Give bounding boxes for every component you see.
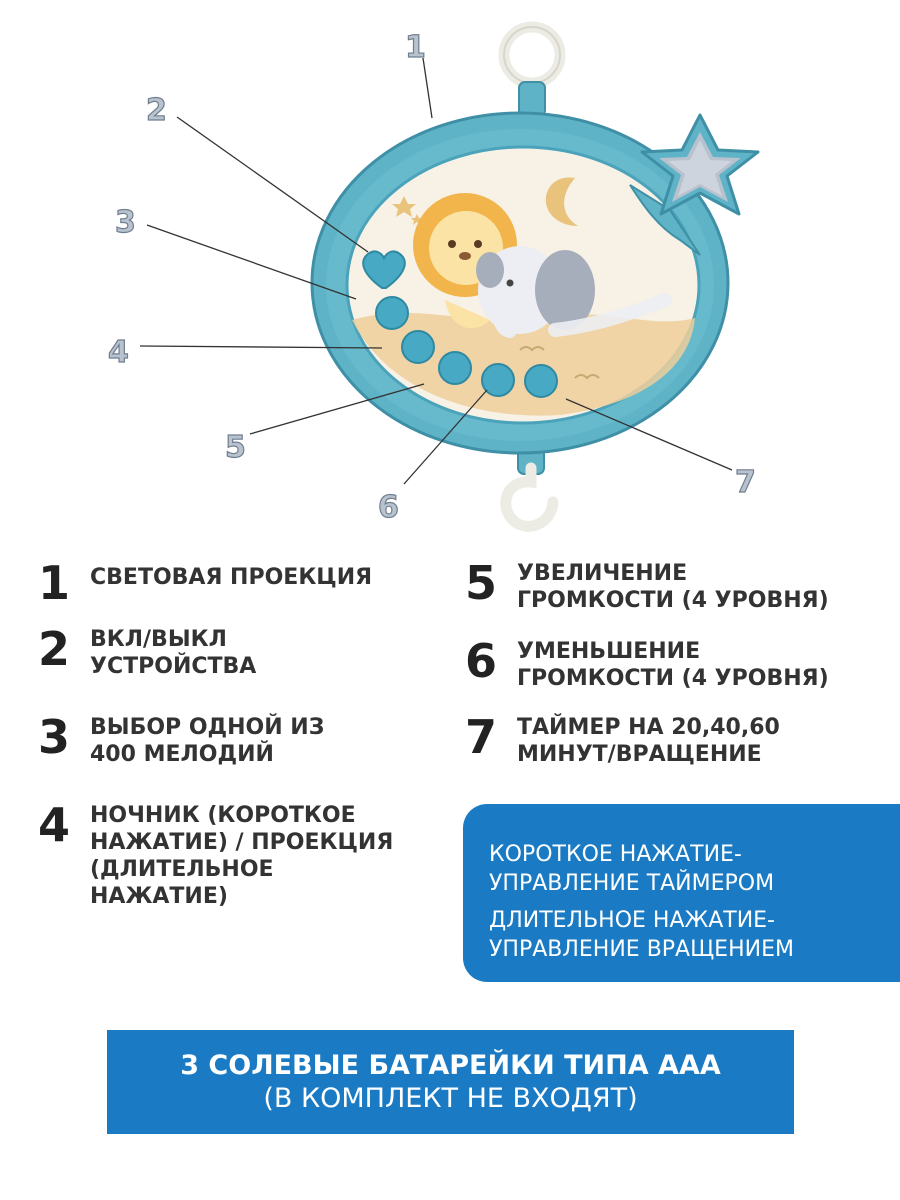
legend-number: 2 [38, 622, 71, 676]
legend-text: СВЕТОВАЯ ПРОЕКЦИЯ [90, 565, 373, 590]
melody-button [376, 297, 408, 329]
callout-1: 1 [405, 30, 426, 65]
legend-item-3 [38, 710, 325, 768]
battery-subtitle: (В КОМПЛЕКТ НЕ ВХОДЯТ) [263, 1083, 638, 1114]
legend-item-4 [38, 798, 394, 910]
legend-text: ВКЛ/ВЫКЛ УСТРОЙСТВА [90, 627, 257, 679]
legend-text: УМЕНЬШЕНИЕ ГРОМКОСТИ (4 УРОВНЯ) [517, 639, 829, 691]
legend-text: ВЫБОР ОДНОЙ ИЗ 400 МЕЛОДИЙ [90, 715, 325, 767]
legend-number: 3 [38, 710, 71, 764]
callout-6: 6 [378, 490, 399, 525]
callout-4: 4 [108, 335, 129, 370]
legend-number: 5 [465, 556, 498, 610]
top-hook [504, 27, 560, 116]
legend-item-1 [38, 556, 373, 610]
legend-number: 7 [465, 710, 498, 764]
timer-info-box [463, 804, 900, 982]
callout-2: 2 [146, 93, 167, 128]
legend-text: ТАЙМЕР НА 20,40,60 МИНУТ/ВРАЩЕНИЕ [517, 715, 780, 767]
info-line: ДЛИТЕЛЬНОЕ НАЖАТИЕ- [489, 908, 775, 933]
info-line: УПРАВЛЕНИЕ ТАЙМЕРОМ [489, 871, 775, 896]
legend-item-2 [38, 622, 257, 680]
info-line: УПРАВЛЕНИЕ ВРАЩЕНИЕМ [489, 937, 794, 962]
battery-title: 3 СОЛЕВЫЕ БАТАРЕЙКИ ТИПА ААА [180, 1050, 721, 1081]
legend-text: НОЧНИК (КОРОТКОЕ НАЖАТИЕ) / ПРОЕКЦИЯ (ДЛИТЕЛЬНОЕ НАЖАТИЕ) [90, 803, 394, 909]
timer-button [525, 365, 557, 397]
legend-text: УВЕЛИЧЕНИЕ ГРОМКОСТИ (4 УРОВНЯ) [517, 561, 829, 613]
legend-number: 1 [38, 556, 71, 610]
device-illustration [0, 0, 900, 540]
battery-banner [107, 1030, 794, 1134]
legend-item-7 [465, 710, 780, 768]
volume-up-button [439, 352, 471, 384]
callout-7: 7 [735, 465, 756, 500]
legend-item-6 [465, 634, 829, 692]
legend-number: 6 [465, 634, 498, 688]
nightlight-button [402, 331, 434, 363]
callout-3: 3 [115, 205, 136, 240]
callout-5: 5 [225, 430, 246, 465]
legend-item-5 [465, 556, 829, 614]
info-line: КОРОТКОЕ НАЖАТИЕ- [489, 842, 742, 867]
legend-number: 4 [38, 798, 71, 852]
